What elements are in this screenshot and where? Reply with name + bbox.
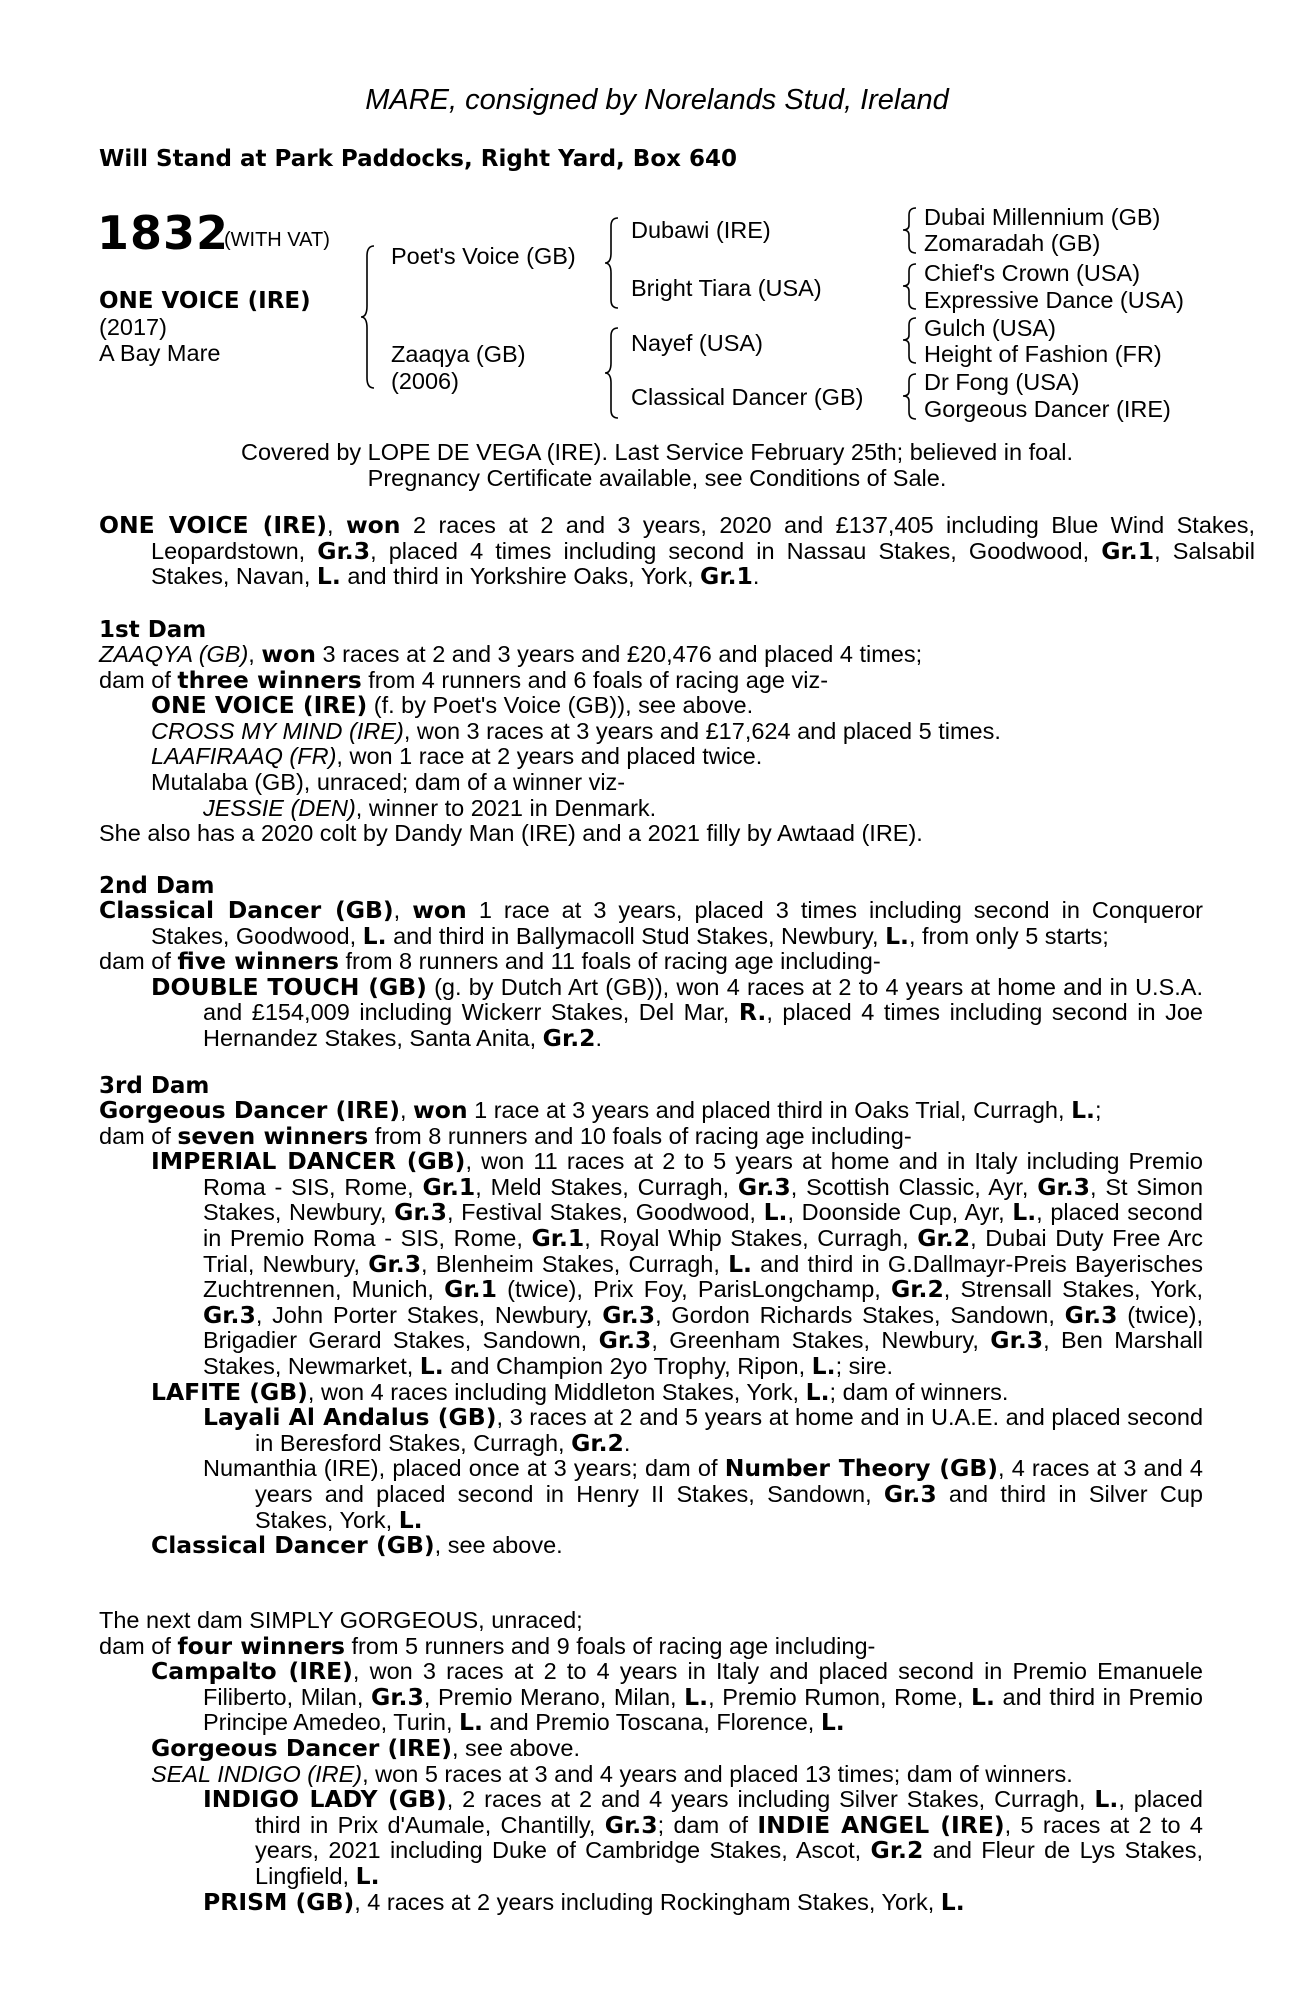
pedigree-gen3-6: Height of Fashion (FR) — [924, 341, 1162, 367]
third-dam-heading: 3rd Dam — [99, 1073, 210, 1099]
pedigree-sire-sire: Dubawi (IRE) — [631, 217, 771, 243]
pedigree-brace-gen3-4 — [902, 372, 920, 422]
pedigree-sire: Poet's Voice (GB) — [391, 243, 576, 269]
pedigree-gen3-4: Expressive Dance (USA) — [924, 287, 1184, 313]
first-dam-section: ZAAQYA (GB), won 3 races at 2 and 3 years and £20,476 and placed 4 times; dam of three winners from 4 runners and 6 foals of racing age viz- ONE VOICE (IRE) (f. by Poet's Voice (GB)), see above. CROSS MY MIND (IRE), won 3 races at 3 years and £17,624 and placed 5 times. LAAFIRAAQ (FR), won 1 race at 2 years and placed twice. Mutalaba (GB), unraced; dam of a winner viz- JESSIE (DEN), winner to 2021 in Denmark. She also has a 2020 colt by Dandy Man (IRE) and a 2021 filly by Awtaad (IRE). — [99, 640, 1001, 847]
pedigree-brace-dam — [604, 326, 624, 420]
pedigree-dam: Zaaqya (GB) — [391, 341, 526, 367]
pedigree-dam-dam: Classical Dancer (GB) — [631, 384, 864, 410]
consignor-title: MARE, consigned by Norelands Stud, Ireland — [365, 84, 949, 116]
third-dam-section: Gorgeous Dancer (IRE), won 1 race at 3 years and placed third in Oaks Trial, Curragh, L.; dam of seven winners from 8 runners and 10 foals of racing age including- IMPERIAL DANCER (GB), won 11 races at 2 to 5 years at home and in Italy including Premio Roma - SIS, Rome, Gr.1, Meld Stakes, Curragh, Gr.3, Scottish Classic, Ayr, Gr.3, St Simon Stakes, Newbury, Gr.3, Festival Stakes, Goodwood, L., Doonside Cup, Ayr, L., placed second in Premio Roma - SIS, Rome, Gr.1, Royal Whip Stakes, Curragh, Gr.2, Dubai Duty Free Arc Trial, Newbury, Gr.3, Blenheim Stakes, Curragh, L. and third in G.Dallmayr-Preis Bayerisches Zuchtrennen, Munich, Gr.1 (twice), Prix Foy, ParisLongchamp, Gr.2, Strensall Stakes, York, Gr.3, John Porter Stakes, Newbury, Gr.3, Gordon Richards Stakes, Sandown, Gr.3 (twice), Brigadier Gerard Stakes, Sandown, Gr.3, Greenham Stakes, Newbury, Gr.3, Ben Marshall Stakes, Newmarket, L. and Champion 2yo Trophy, Ripon, L.; sire. LAFITE (GB), won 4 races including Middleton Stakes, York, L.; dam of winners. Layali Al Andalus (GB), 3 races at 2 and 5 years at home and in U.A.E. and placed second in Beresford Stakes, Curragh, Gr.2. Numanthia (IRE), placed once at 3 years; dam of Number Theory (GB), 4 races at 3 and 4 years and placed second in Henry II Stakes, Sandown, Gr.3 and third in Silver Cup Stakes, York, L. Classical Dancer (GB), see above. — [99, 1096, 1204, 1560]
vat-note: (WITH VAT) — [224, 229, 330, 251]
horse-name: ONE VOICE (IRE) — [99, 288, 311, 314]
pedigree-gen3-2: Zomaradah (GB) — [924, 230, 1101, 256]
pedigree-dam-sire: Nayef (USA) — [631, 330, 763, 356]
covered-line-1: Covered by LOPE DE VEGA (IRE). Last Service February 25th; believed in foal. — [240, 439, 1074, 465]
stand-location: Will Stand at Park Paddocks, Right Yard, Box 640 — [99, 146, 737, 172]
pedigree-gen3-3: Chief's Crown (USA) — [924, 260, 1141, 286]
horse-description: A Bay Mare — [99, 340, 221, 366]
pedigree-dam-year: (2006) — [391, 368, 459, 394]
racing-record: ONE VOICE (IRE), won 2 races at 2 and 3 years, 2020 and £137,405 including Blue Wind Stakes, Leopardstown, Gr.3, placed 4 times including second in Nassau Stakes, Goodwood, Gr.1, Salsabil Stakes, Navan, L. and third in Yorkshire Oaks, York, Gr.1. — [99, 511, 1256, 591]
lot-number: 1832 — [97, 206, 230, 260]
pedigree-gen3-8: Gorgeous Dancer (IRE) — [924, 396, 1171, 422]
second-dam-section: Classical Dancer (GB), won 1 race at 3 years, placed 3 times including second in Conqueror Stakes, Goodwood, L. and third in Ballymacoll Stud Stakes, Newbury, L., from only 5 starts; dam of five winners from 8 runners and 11 foals of racing age including- DOUBLE TOUCH (GB) (g. by Dutch Art (GB)), won 4 races at 2 to 4 years at home and in U.S.A. and £154,009 including Wickerr Stakes, Del Mar, R., placed 4 times including second in Joe Hernandez Stakes, Santa Anita, Gr.2. — [99, 896, 1203, 1052]
second-dam-heading: 2nd Dam — [99, 873, 215, 899]
pedigree-gen3-7: Dr Fong (USA) — [924, 369, 1080, 395]
pedigree-sire-dam: Bright Tiara (USA) — [631, 275, 822, 301]
covered-line-2: Pregnancy Certificate available, see Conditions of Sale. — [367, 465, 947, 491]
pedigree-brace-gen3-1 — [902, 206, 920, 256]
next-dam-section: The next dam SIMPLY GORGEOUS, unraced; dam of four winners from 5 runners and 9 foals of racing age including- Campalto (IRE), won 3 races at 2 to 4 years in Italy and placed second in Premio Emanuele Filiberto, Milan, Gr.3, Premio Merano, Milan, L., Premio Rumon, Rome, L. and third in Premio Principe Amedeo, Turin, L. and Premio Toscana, Florence, L. Gorgeous Dancer (IRE), see above. SEAL INDIGO (IRE), won 5 races at 3 and 4 years and placed 13 times; dam of winners. INDIGO LADY (GB), 2 races at 2 and 4 years including Silver Stakes, Curragh, L., placed third in Prix d'Aumale, Chantilly, Gr.3; dam of INDIE ANGEL (IRE), 5 races at 2 to 4 years, 2021 including Duke of Cambridge Stakes, Ascot, Gr.2 and Fleur de Lys Stakes, Lingfield, L. PRISM (GB), 4 races at 2 years including Rockingham Stakes, York, L. — [99, 1607, 1203, 1916]
pedigree-brace-gen3-3 — [902, 316, 920, 366]
first-dam-heading: 1st Dam — [99, 617, 207, 643]
pedigree-gen3-1: Dubai Millennium (GB) — [924, 204, 1161, 230]
foaling-year: (2017) — [99, 314, 167, 340]
pedigree-brace-gen3-2 — [902, 262, 920, 312]
pedigree-gen3-5: Gulch (USA) — [924, 315, 1056, 341]
pedigree-brace-gen1 — [360, 244, 380, 390]
pedigree-brace-sire — [604, 216, 624, 310]
